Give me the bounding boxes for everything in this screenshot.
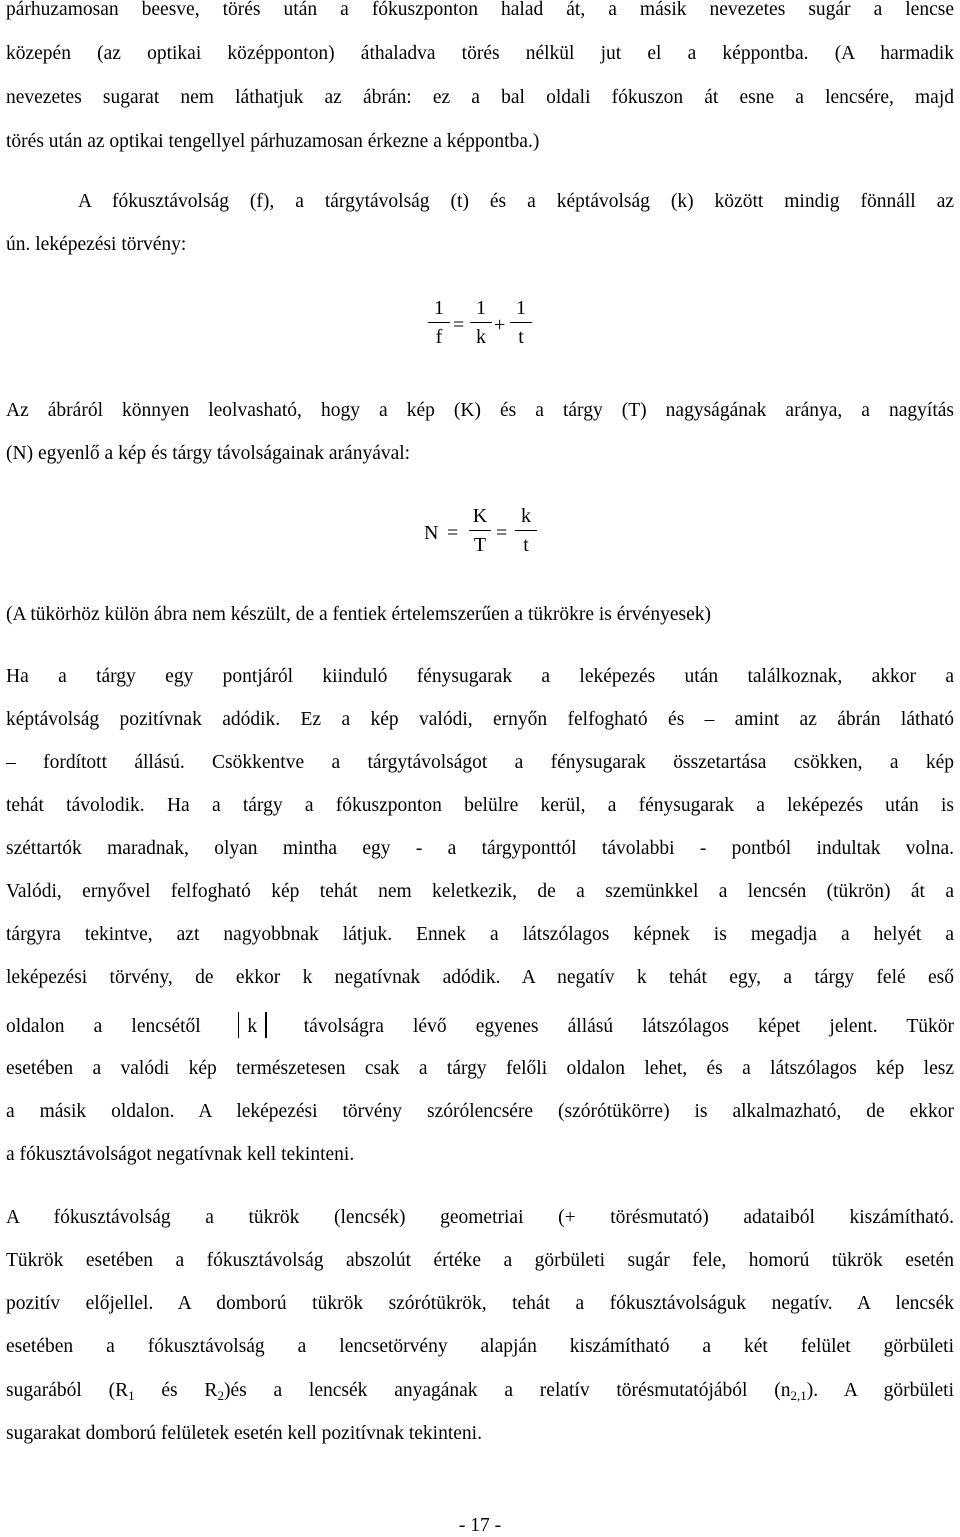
text-line: a másik oldalon. A leképezési törvény szórólencsére (szórótükörre) is alkalmazható, de ekkor — [6, 1101, 954, 1122]
plus-sign: + — [494, 314, 506, 336]
text-line: – fordított állású. Csökkentve a tárgytávolságot a fénysugarak összetartása csökken, a kép — [6, 752, 954, 773]
subscript: 1 — [128, 1388, 135, 1403]
text-line: (N) egyenlő a kép és tárgy távolságainak arányával: — [6, 443, 411, 464]
text-line: pozitív előjellel. A domború tükrök szórótükrök, tehát a fókusztávolságuk negatív. A lencsék — [6, 1293, 954, 1314]
text-line: Tükrök esetében a fókusztávolság abszolút értéke a görbületi sugár fele, homorú tükrök esetén — [6, 1250, 954, 1271]
text-line: esetében a valódi kép természetesen csak a tárgy felőli oldalon lehet, és a látszólagos kép lesz — [6, 1058, 954, 1079]
text-line: leképezési törvény, de ekkor k negatívnak adódik. A negatív k tehát egy, a tárgy felé eső — [6, 967, 954, 988]
magnification-symbol: N — [424, 522, 439, 544]
equals-sign: = — [496, 522, 508, 544]
denominator: t — [518, 326, 524, 348]
abs-value-symbol: k — [247, 1016, 258, 1037]
text-line: széttartók maradnak, olyan mintha egy - a tárgyponttól távolabbi - pontból indultak volna. — [6, 838, 954, 859]
text-segment: és R — [134, 1380, 218, 1401]
text-segment: távolságra lévő egyenes állású látszólagos képet jelent. Tükör — [303, 1016, 955, 1037]
abs-bar-left — [238, 1012, 240, 1038]
text-segment: )és a lencsék anyagának a relatív törésmutatójából (n — [223, 1380, 791, 1401]
denominator: k — [476, 326, 486, 348]
fraction-bar — [428, 322, 450, 323]
text-segment: ). A görbületi — [806, 1380, 955, 1401]
text-line: Ha a tárgy egy pontjáról kiinduló fénysugarak a leképezés után találkoznak, akkor a — [6, 666, 954, 687]
fraction-bar — [515, 530, 537, 531]
text-line: a fókusztávolságot negatívnak kell tekinteni. — [6, 1144, 355, 1165]
denominator: f — [435, 326, 443, 348]
abs-value-k — [230, 1016, 275, 1037]
abs-bar-right — [265, 1012, 267, 1038]
text-line: esetében a fókusztávolság a lencsetörvény alapján kiszámítható a két felület görbületi — [6, 1336, 954, 1357]
text-line: Valódi, ernyővel felfogható kép tehát nem keletkezik, de a szemünkkel a lencsén (tükrön) át a — [6, 881, 954, 902]
text-line: nevezetes sugarat nem láthatjuk az ábrán: ez a bal oldali fókuszon át esne a lencsére, majd — [6, 87, 954, 108]
text-line: tehát távolodik. Ha a tárgy a fókuszponton belülre kerül, a fénysugarak a leképezés után is — [6, 795, 954, 816]
text-segment: sugarából (R — [6, 1380, 129, 1401]
subscript: 2,1 — [790, 1388, 807, 1403]
text-line: A fókusztávolság a tükrök (lencsék) geometriai (+ törésmutató) adataiból kiszámítható. — [6, 1207, 954, 1228]
text-line: közepén (az optikai középponton) áthaladva törés nélkül jut el a képpontba. (A harmadik — [6, 43, 954, 64]
text-line: sugarakat domború felületek esetén kell pozitívnak tekinteni. — [6, 1423, 482, 1444]
equals-sign: = — [453, 314, 465, 336]
text-segment: oldalon a lencsétől — [6, 1016, 201, 1037]
fraction-bar — [469, 530, 491, 531]
numerator: 1 — [516, 297, 526, 319]
text-line-abs-k — [6, 1012, 954, 1039]
numerator: k — [521, 505, 531, 527]
denominator: T — [473, 534, 487, 556]
fraction-1-t — [510, 296, 532, 349]
subscript: 2 — [217, 1388, 224, 1403]
numerator: 1 — [476, 297, 486, 319]
numerator: 1 — [434, 297, 444, 319]
fraction-bar — [470, 322, 492, 323]
text-line: törés után az optikai tengellyel párhuzamosan érkezne a képpontba.) — [6, 131, 540, 152]
page-number: - 17 - — [458, 1515, 502, 1536]
fraction-k-t — [515, 504, 537, 557]
equals-sign: = — [447, 522, 459, 544]
fraction-bar — [510, 322, 532, 323]
text-line-subscripts — [6, 1379, 954, 1403]
numerator: K — [472, 505, 488, 527]
text-line: párhuzamosan beesve, törés után a fókuszponton halad át, a másik nevezetes sugár a lencse — [6, 0, 954, 20]
fraction-1-k — [470, 296, 492, 349]
text-line: ún. leképezési törvény: — [6, 234, 187, 255]
text-line: tárgyra tekintve, azt nagyobbnak látjuk. Ennek a látszólagos képnek is megadja a helyét a — [6, 924, 954, 945]
fraction-1-f — [428, 296, 450, 349]
text-line: képtávolság pozitívnak adódik. Ez a kép valódi, ernyőn felfogható és – amint az ábrán látható — [6, 709, 954, 730]
denominator: t — [523, 534, 529, 556]
text-line: (A tükörhöz külön ábra nem készült, de a fentiek értelemszerűen a tükrökre is érvényesek) — [6, 604, 711, 625]
text-line: Az ábráról könnyen leolvasható, hogy a kép (K) és a tárgy (T) nagyságának aránya, a nagyítás — [6, 400, 954, 421]
text-line: A fókusztávolság (f), a tárgytávolság (t) és a képtávolság (k) között mindig fönnáll az — [78, 191, 954, 212]
fraction-K-T — [469, 504, 491, 557]
